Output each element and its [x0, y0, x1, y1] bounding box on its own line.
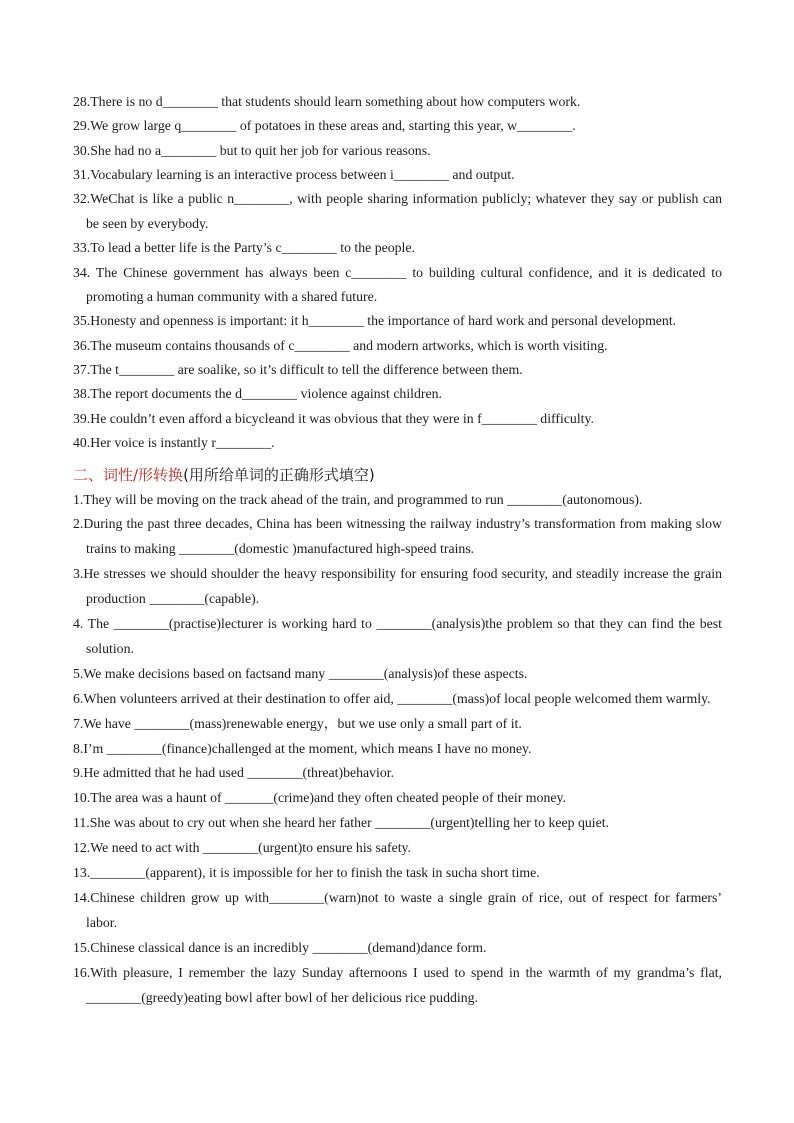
question-38 [73, 382, 722, 406]
section-heading-instruction: (用所给单词的正确形式填空) [183, 466, 375, 484]
section-heading-title: 二、词性/形转换 [73, 466, 184, 484]
word-form-question-14 [73, 886, 722, 936]
question-31 [73, 163, 722, 187]
word-form-question-11 [73, 811, 722, 836]
question-line: 29.We grow large q________ of potatoes in these areas and, starting this year, w________. [73, 118, 576, 134]
question-line: 6.When volunteers arrived at their destination to offer aid, ________(mass)of local people welcomed them warmly. [73, 690, 711, 706]
question-line: 38.The report documents the d________ violence against children. [73, 386, 442, 402]
question-line: 4. The ________(practise)lecturer is working hard to ________(analysis)the problem so that they can find the best [73, 616, 722, 632]
section-heading [73, 465, 375, 485]
question-line: 15.Chinese classical dance is an incredibly ________(demand)dance form. [73, 939, 487, 955]
question-35 [73, 309, 722, 333]
question-line: 30.She had no a________ but to quit her job for various reasons. [73, 142, 431, 158]
question-line: 40.Her voice is instantly r________. [73, 435, 275, 451]
question-line: 36.The museum contains thousands of c________ and modern artworks, which is worth visiting. [73, 337, 608, 353]
question-37 [73, 358, 722, 382]
question-line: 7.We have ________(mass)renewable energy，but we use only a small part of it. [73, 715, 522, 731]
question-line: 9.He admitted that he had used ________(threat)behavior. [73, 765, 395, 781]
word-form-question-16 [73, 961, 722, 1011]
question-line: 3.He stresses we should shoulder the heavy responsibility for ensuring food security, and steadily increase the grain [73, 566, 722, 582]
question-line-continued: ________(greedy)eating bowl after bowl of her delicious rice pudding. [86, 989, 478, 1005]
word-form-question-5 [73, 662, 722, 687]
question-line: 14.Chinese children grow up with________(warn)not to waste a single grain of rice, out of respect for farmers’ [73, 890, 722, 905]
word-form-question-10 [73, 786, 722, 811]
question-line: 13.________(apparent), it is impossible for her to finish the task in sucha short time. [73, 865, 540, 881]
question-line: 34. The Chinese government has always been c________ to building cultural confidence, and it is dedicated to [73, 264, 722, 280]
word-form-question-7 [73, 712, 722, 737]
word-form-question-1 [73, 488, 722, 513]
word-form-question-9 [73, 761, 722, 786]
word-form-question-3 [73, 562, 722, 612]
question-line: 8.I’m ________(finance)challenged at the moment, which means I have no money. [73, 740, 532, 756]
question-line: 16.With pleasure, I remember the lazy Sunday afternoons I used to spend in the warmth of my grandma’s flat, [73, 964, 722, 980]
question-29 [73, 114, 722, 138]
word-form-question-2 [73, 512, 722, 562]
word-form-question-4 [73, 612, 722, 662]
question-line: 37.The t________ are soalike, so it’s difficult to tell the difference between them. [73, 361, 523, 377]
question-36 [73, 334, 722, 358]
question-34 [73, 261, 722, 310]
question-list-part1 [73, 90, 722, 455]
question-line: 35.Honesty and openness is important: it h________ the importance of hard work and personal development. [73, 313, 677, 329]
question-line-continued: promoting a human community with a shared future. [86, 288, 378, 304]
word-form-question-15 [73, 936, 722, 961]
question-line: 10.The area was a haunt of _______(crime)and they often cheated people of their money. [73, 790, 566, 806]
question-line-continued: production ________(capable). [86, 591, 260, 607]
question-line-continued: solution. [86, 640, 134, 656]
question-line: 33.To lead a better life is the Party’s c________ to the people. [73, 240, 415, 256]
question-line: 31.Vocabulary learning is an interactive process between i________ and output. [73, 167, 515, 183]
question-32 [73, 187, 722, 236]
question-line: 2.During the past three decades, China has been witnessing the railway industry’s transformation from making slow [73, 516, 722, 532]
question-line-continued: labor. [86, 914, 118, 930]
question-30 [73, 139, 722, 163]
question-list-part2 [73, 488, 722, 1011]
question-40 [73, 431, 722, 455]
word-form-question-6 [73, 687, 722, 712]
question-28 [73, 90, 722, 114]
question-line: 39.He couldn’t even afford a bicycleand it was obvious that they were in f________ difficulty. [73, 410, 594, 426]
question-line: 32.WeChat is like a public n________, with people sharing information publicly; whatever they say or publish can [73, 191, 722, 207]
question-39 [73, 407, 722, 431]
question-line-continued: trains to making ________(domestic )manufactured high-speed trains. [86, 541, 475, 557]
question-33 [73, 236, 722, 260]
question-line: 12.We need to act with ________(urgent)to ensure his safety. [73, 840, 411, 856]
word-form-question-8 [73, 737, 722, 762]
word-form-question-12 [73, 836, 722, 861]
question-line: 1.They will be moving on the track ahead of the train, and programmed to run ________(autonomous). [73, 491, 643, 507]
question-line: 28.There is no d________ that students should learn something about how computers work. [73, 94, 581, 109]
question-line-continued: be seen by everybody. [86, 215, 209, 231]
word-form-question-13 [73, 861, 722, 886]
question-line: 5.We make decisions based on factsand many ________(analysis)of these aspects. [73, 665, 528, 681]
question-line: 11.She was about to cry out when she heard her father ________(urgent)telling her to keep quiet. [73, 815, 610, 831]
